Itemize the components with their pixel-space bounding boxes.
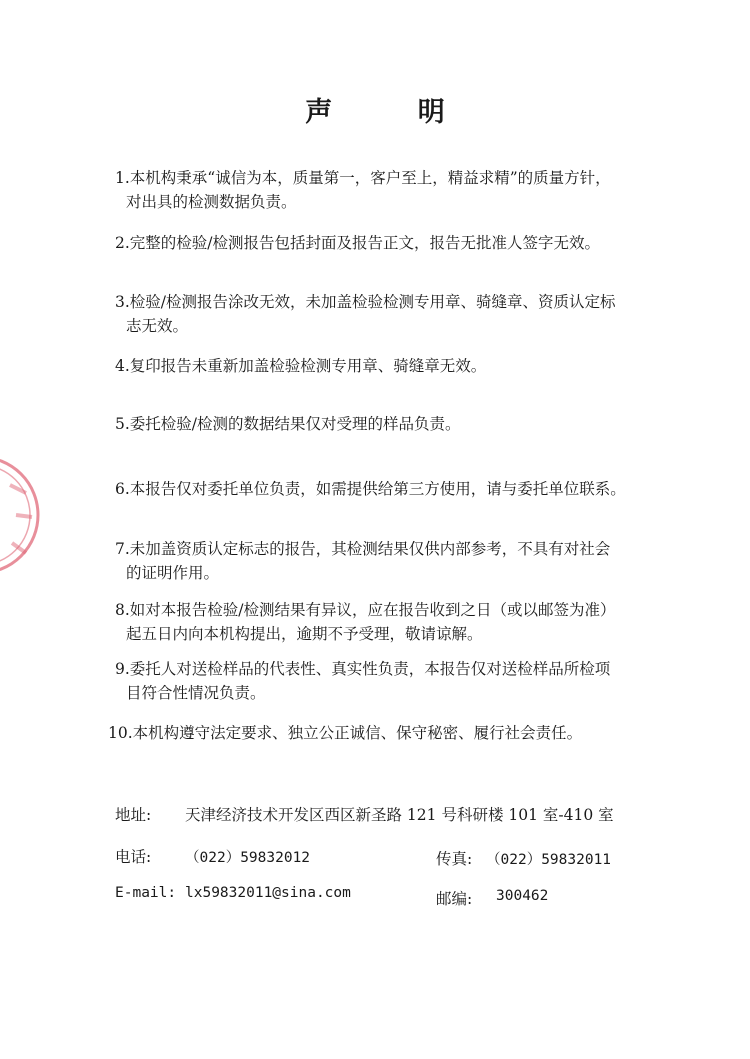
item-number: 9. xyxy=(115,660,130,678)
item-text: 本报告仅对委托单位负责，如需提供给第三方使用，请与委托单位联系。 xyxy=(129,480,626,498)
statement-item xyxy=(115,166,655,214)
fax-label: 传真: xyxy=(436,850,473,868)
item-text: 委托检验/检测的数据结果仅对受理的样品负责。 xyxy=(129,415,461,433)
postcode-value: 300462 xyxy=(496,888,549,904)
email-label: E-mail: xyxy=(115,885,177,901)
statement-item xyxy=(115,290,655,338)
item-text-continued: 对出具的检测数据负责。 xyxy=(126,193,297,211)
statement-item xyxy=(115,231,655,255)
item-text-continued: 志无效。 xyxy=(126,317,189,335)
statement-item xyxy=(115,412,655,436)
statement-item xyxy=(115,598,655,646)
item-text-continued: 的证明作用。 xyxy=(126,564,220,582)
statement-item xyxy=(115,657,655,705)
statement-item xyxy=(115,477,655,501)
statement-item xyxy=(115,354,655,378)
page-title: 声 明 xyxy=(305,97,483,128)
item-number: 6. xyxy=(115,480,130,498)
item-number: 3. xyxy=(115,293,130,311)
item-text: 检验/检测报告涂改无效，未加盖检验检测专用章、骑缝章、资质认定标 xyxy=(129,293,616,311)
item-number: 2. xyxy=(115,234,130,252)
item-text: 未加盖资质认定标志的报告，其检测结果仅供内部参考，不具有对社会 xyxy=(129,540,611,558)
item-text: 本机构遵守法定要求、独立公正诚信、保守秘密、履行社会责任。 xyxy=(132,724,583,742)
seal-stamp-icon xyxy=(0,445,40,585)
item-number: 7. xyxy=(115,540,130,558)
fax-value: （022）59832011 xyxy=(486,852,612,868)
statement-item xyxy=(115,537,655,585)
item-text: 完整的检验/检测报告包括封面及报告正文，报告无批准人签字无效。 xyxy=(129,234,601,252)
email-value: lx59832011@sina.com xyxy=(185,885,351,901)
address-value: 天津经济技术开发区西区新圣路 121 号科研楼 101 室-410 室 xyxy=(185,806,614,824)
item-number: 5. xyxy=(115,415,130,433)
item-text: 委托人对送检样品的代表性、真实性负责，本报告仅对送检样品所检项 xyxy=(129,660,611,678)
phone-value: （022）59832012 xyxy=(185,850,311,866)
item-number: 8. xyxy=(115,601,130,619)
item-number: 10. xyxy=(108,724,133,742)
item-text: 本机构秉承“诚信为本，质量第一，客户至上，精益求精”的质量方针， xyxy=(129,169,611,187)
item-number: 4. xyxy=(115,357,130,375)
item-text: 复印报告未重新加盖检验检测专用章、骑缝章无效。 xyxy=(129,357,487,375)
postcode-label: 邮编: xyxy=(436,890,473,908)
phone-label: 电话: xyxy=(115,848,152,866)
item-text-continued: 起五日内向本机构提出，逾期不予受理，敬请谅解。 xyxy=(126,625,483,643)
item-text-continued: 目符合性情况负责。 xyxy=(126,684,266,702)
address-label: 地址: xyxy=(115,806,152,824)
item-number: 1. xyxy=(115,169,130,187)
item-text: 如对本报告检验/检测结果有异议，应在报告收到之日（或以邮签为准） xyxy=(129,601,616,619)
statement-item xyxy=(108,721,648,745)
